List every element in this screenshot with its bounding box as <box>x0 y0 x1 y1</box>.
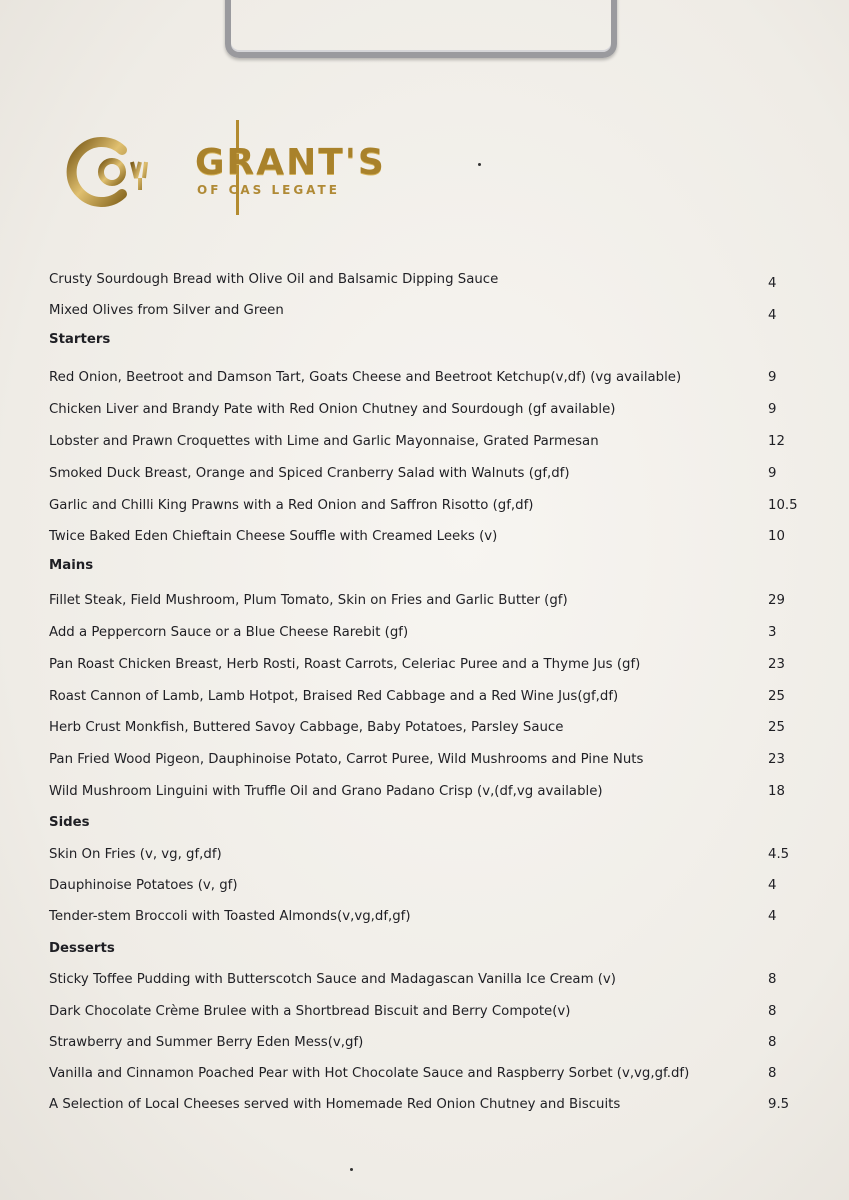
menu-item <box>49 716 799 740</box>
menu-item-name: A Selection of Local Cheeses served with Homemade Red Onion Chutney and Biscuits <box>49 1097 621 1112</box>
menu-item-name: Roast Cannon of Lamb, Lamb Hotpot, Braised Red Cabbage and a Red Wine Jus(gf,df) <box>49 689 619 704</box>
menu-item-name: Tender-stem Broccoli with Toasted Almonds(v,vg,df,gf) <box>49 909 411 924</box>
menu-item-price: 8 <box>768 972 777 987</box>
menu-item-price: 29 <box>768 593 785 608</box>
menu-item-price: 9 <box>768 466 777 481</box>
menu-item-name: Herb Crust Monkfish, Buttered Savoy Cabbage, Baby Potatoes, Parsley Sauce <box>49 720 564 735</box>
menu-item-price: 8 <box>768 1066 777 1081</box>
menu-item <box>49 366 799 390</box>
menu-item-name: Twice Baked Eden Chieftain Cheese Souffle with Creamed Leeks (v) <box>49 529 498 544</box>
menu-item-price: 4.5 <box>768 847 790 862</box>
restaurant-name: GRANT'S <box>195 142 386 183</box>
menu-item-name: Dauphinoise Potatoes (v, gf) <box>49 878 238 893</box>
menu-item-price: 10.5 <box>768 498 798 513</box>
menu-item-name: Red Onion, Beetroot and Damson Tart, Goats Cheese and Beetroot Ketchup(v,df) (vg available) <box>49 370 682 385</box>
menu-item-name: Pan Fried Wood Pigeon, Dauphinoise Potato, Carrot Puree, Wild Mushrooms and Pine Nuts <box>49 752 644 767</box>
menu-item <box>49 525 799 549</box>
menu-item-name: Garlic and Chilli King Prawns with a Red Onion and Saffron Risotto (gf,df) <box>49 498 534 513</box>
menu-item <box>49 780 799 804</box>
menu-item <box>49 843 799 867</box>
menu-item <box>49 874 799 898</box>
menu-item-name: Crusty Sourdough Bread with Olive Oil and Balsamic Dipping Sauce <box>49 272 499 287</box>
menu-item-name: Smoked Duck Breast, Orange and Spiced Cranberry Salad with Walnuts (gf,df) <box>49 466 570 481</box>
menu-item-price: 23 <box>768 657 785 672</box>
menu-item-price: 3 <box>768 625 777 640</box>
menu-item <box>49 268 799 292</box>
menu-item-price: 9 <box>768 402 777 417</box>
menu-item-name: Dark Chocolate Crème Brulee with a Shortbread Biscuit and Berry Compote(v) <box>49 1004 571 1019</box>
section-heading-sides: Sides <box>49 815 90 830</box>
clipboard-clip <box>225 0 617 58</box>
section-heading-starters: Starters <box>49 332 111 347</box>
menu-item-price: 23 <box>768 752 785 767</box>
restaurant-logo <box>60 120 400 220</box>
menu-item-name: Wild Mushroom Linguini with Truffle Oil and Grano Padano Crisp (v,(df,vg available) <box>49 784 603 799</box>
menu-item-name: Chicken Liver and Brandy Pate with Red Onion Chutney and Sourdough (gf available) <box>49 402 616 417</box>
menu-item-name: Strawberry and Summer Berry Eden Mess(v,gf) <box>49 1035 364 1050</box>
menu-item-price: 25 <box>768 689 785 704</box>
menu-item <box>49 462 799 486</box>
menu-item-price: 18 <box>768 784 785 799</box>
menu-item <box>49 905 799 929</box>
menu-item <box>49 748 799 772</box>
paper-speck <box>350 1168 353 1171</box>
menu-item <box>49 1093 799 1117</box>
menu-item-price: 12 <box>768 434 785 449</box>
menu-item-name: Skin On Fries (v, vg, gf,df) <box>49 847 222 862</box>
menu-item-price: 25 <box>768 720 785 735</box>
logo-emblem-icon <box>60 132 170 212</box>
menu-item-price: 4 <box>768 878 777 893</box>
menu-item-price: 4 <box>768 276 777 291</box>
menu-item <box>49 968 799 992</box>
menu-item <box>49 430 799 454</box>
menu-item-name: Fillet Steak, Field Mushroom, Plum Tomato, Skin on Fries and Garlic Butter (gf) <box>49 593 568 608</box>
menu-item <box>49 621 799 645</box>
menu-item-price: 9 <box>768 370 777 385</box>
menu-item-price: 8 <box>768 1035 777 1050</box>
menu-item <box>49 1000 799 1024</box>
menu-item <box>49 494 799 518</box>
menu-item <box>49 685 799 709</box>
paper-speck <box>478 163 481 166</box>
menu-item <box>49 589 799 613</box>
menu-item <box>49 653 799 677</box>
menu-item-name: Sticky Toffee Pudding with Butterscotch Sauce and Madagascan Vanilla Ice Cream (v) <box>49 972 616 987</box>
menu-item <box>49 1031 799 1055</box>
menu-item-price: 4 <box>768 909 777 924</box>
menu-item-name: Add a Peppercorn Sauce or a Blue Cheese Rarebit (gf) <box>49 625 409 640</box>
menu-item-name: Lobster and Prawn Croquettes with Lime and Garlic Mayonnaise, Grated Parmesan <box>49 434 599 449</box>
restaurant-subtitle: OF CAS LEGATE <box>197 183 340 197</box>
menu-item <box>49 398 799 422</box>
section-heading-desserts: Desserts <box>49 941 115 956</box>
menu-item-name: Pan Roast Chicken Breast, Herb Rosti, Roast Carrots, Celeriac Puree and a Thyme Jus (gf) <box>49 657 641 672</box>
menu-item-price: 8 <box>768 1004 777 1019</box>
menu-item-price: 10 <box>768 529 785 544</box>
menu-item-price: 4 <box>768 308 777 323</box>
menu-item <box>49 1062 799 1086</box>
menu-item-name: Mixed Olives from Silver and Green <box>49 303 284 318</box>
menu-item-price: 9.5 <box>768 1097 790 1112</box>
menu-item-name: Vanilla and Cinnamon Poached Pear with Hot Chocolate Sauce and Raspberry Sorbet (v,vg,gf.df) <box>49 1066 690 1081</box>
menu-item <box>49 299 799 323</box>
section-heading-mains: Mains <box>49 558 94 573</box>
